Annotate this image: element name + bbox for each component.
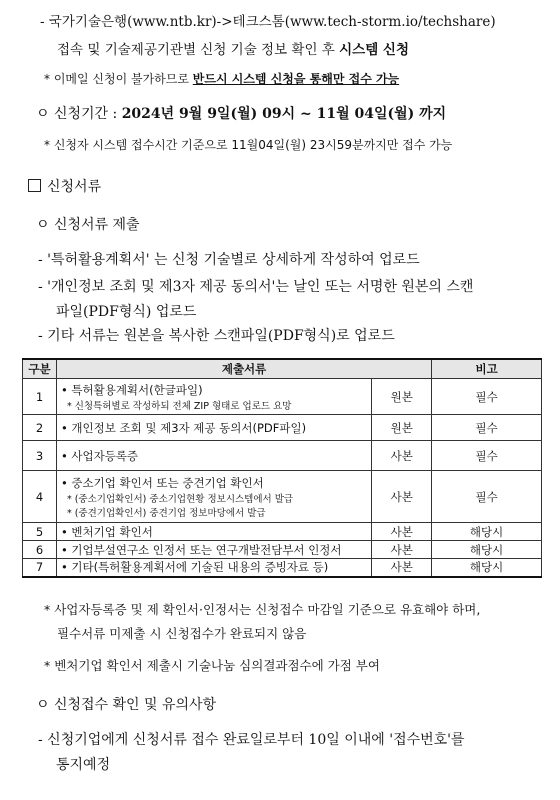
application-period: [36, 103, 446, 123]
row-type: 사본: [372, 523, 432, 541]
intro-line-2-text: 접속 및 기술제공기관별 신청 기술 정보 확인 후: [57, 42, 340, 58]
table-row: [23, 559, 542, 577]
row-type: 사본: [372, 541, 432, 559]
row-remark: 해당시: [432, 523, 542, 541]
confirm-heading: ㅇ 신청접수 확인 및 유의사항: [36, 697, 217, 713]
intro-line-2-bold: 시스템 신청: [339, 42, 410, 58]
row-type: 원본: [372, 415, 432, 441]
table-note-1-cont: 필수서류 미제출 시 신청접수가 완료되지 않음: [57, 626, 307, 641]
row-doc-title: • 중소기업 확인서 또는 중견기업 확인서: [60, 475, 264, 490]
email-note: [44, 70, 399, 87]
submission-bullet-2-cont: 파일(PDF형식) 업로드: [56, 304, 197, 320]
row-no: 3: [23, 441, 57, 471]
period-value: 2024년 9월 9일(월) 09시 ~ 11월 04일(월) 까지: [121, 106, 447, 122]
confirm-bullet-1: - 신청기업에게 신청서류 접수 완료일로부터 10일 이내에 '접수번호'를: [38, 732, 465, 748]
table-note-1: * 사업자등록증 및 제 확인서·인정서는 신청접수 마감일 기준으로 유효해야 하며,: [44, 602, 481, 617]
email-note-text: * 이메일 신청이 불가하므로: [44, 72, 193, 86]
submission-bullet-3: - 기타 서류는 원본을 복사한 스캔파일(PDF형식)로 업로드: [38, 328, 395, 344]
row-doc: [56, 471, 371, 523]
table-header-row: [23, 359, 542, 379]
period-label: ㅇ 신청기간 :: [36, 106, 122, 122]
row-doc-title: • 특허활용계획서(한글파일): [60, 382, 203, 397]
checkbox-square-icon: [28, 179, 41, 192]
header-remarks: 비고: [432, 359, 542, 379]
section-heading: [28, 176, 101, 196]
table-row: [23, 441, 542, 471]
row-doc-note: * (중소기업확인서) 중소기업현황 정보시스템에서 발급: [66, 493, 294, 505]
submission-heading: ㅇ 신청서류 제출: [36, 217, 140, 233]
row-remark: 필수: [432, 415, 542, 441]
row-no: 1: [23, 379, 57, 415]
table-row: [23, 471, 542, 523]
header-category: 구분: [23, 359, 57, 379]
row-type: 사본: [372, 471, 432, 523]
row-remark: 필수: [432, 379, 542, 415]
table-row: [23, 415, 542, 441]
row-type: 사본: [372, 559, 432, 577]
section-title: 신청서류: [47, 179, 102, 195]
row-remark: 필수: [432, 441, 542, 471]
row-doc-note: * (중견기업확인서) 중견기업 정보마당에서 발급: [66, 507, 266, 519]
intro-line-1: - 국가기술은행(www.ntb.kr)->테크스톰(www.tech-storm.io/techshare): [40, 14, 496, 30]
submission-bullet-1: - '특허활용계획서' 는 신청 기술별로 상세하게 작성하여 업로드: [38, 252, 420, 268]
submission-bullet-2: - '개인정보 조회 및 제3자 제공 동의서'는 날인 또는 서명한 원본의 스캔: [38, 279, 474, 295]
table-row: [23, 379, 542, 415]
row-no: 5: [23, 523, 57, 541]
row-remark: 해당시: [432, 541, 542, 559]
row-doc: • 벤처기업 확인서: [56, 523, 371, 541]
row-no: 2: [23, 415, 57, 441]
row-type: 사본: [372, 441, 432, 471]
table-row: [23, 523, 542, 541]
row-no: 7: [23, 559, 57, 577]
row-no: 4: [23, 471, 57, 523]
table-row: [23, 541, 542, 559]
email-note-emphasis: 반드시 시스템 신청을 통해만 접수 가능: [192, 72, 400, 86]
documents-table: [22, 358, 542, 578]
intro-line-2: [57, 38, 409, 58]
row-doc-note: * 신청특허별로 작성하되 전체 ZIP 형태로 업로드 요망: [66, 400, 292, 412]
row-doc: • 사업자등록증: [56, 441, 371, 471]
header-documents: 제출서류: [56, 359, 431, 379]
row-doc: • 기업부설연구소 인정서 또는 연구개발전담부서 인정서: [56, 541, 371, 559]
confirm-bullet-1-cont: 통지예정: [56, 757, 111, 773]
row-type: 원본: [372, 379, 432, 415]
row-doc: • 개인정보 조회 및 제3자 제공 동의서(PDF파일): [56, 415, 371, 441]
row-remark: 필수: [432, 471, 542, 523]
row-remark: 해당시: [432, 559, 542, 577]
row-no: 6: [23, 541, 57, 559]
period-note: * 신청자 시스템 접수시간 기준으로 11월04일(월) 23시59분까지만 접수 가능: [44, 138, 453, 152]
row-doc: • 기타(특허활용계획서에 기술된 내용의 증빙자료 등): [56, 559, 371, 577]
row-doc: [56, 379, 371, 415]
table-note-2: * 벤처기업 확인서 제출시 기술나눔 심의결과점수에 가점 부여: [44, 658, 380, 673]
